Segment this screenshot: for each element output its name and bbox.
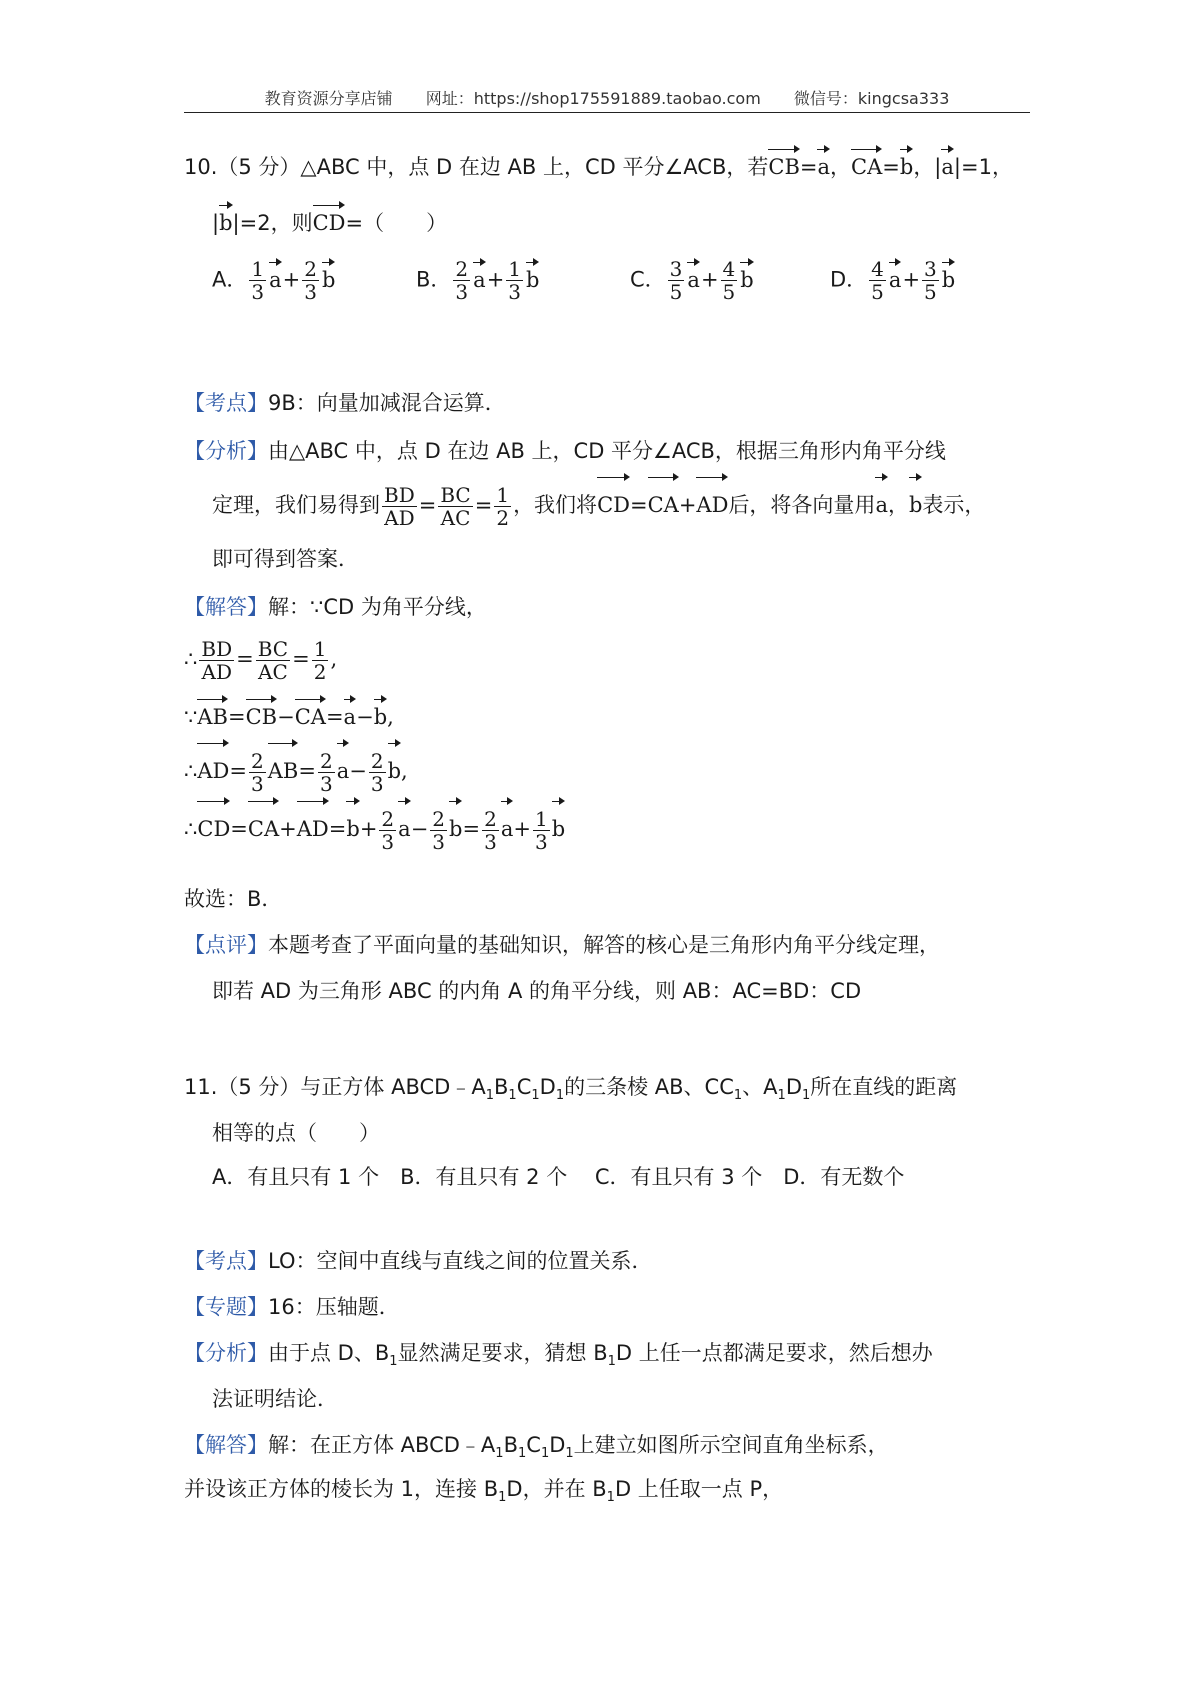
- q10-fenxi-line-3: 即可得到答案．: [212, 547, 359, 571]
- q10-jieda-step-1: ∴ $\frac{BD}{AD}$ = $\frac{BC}{AC}$ = $\frac{1}{2}$ ,: [184, 637, 338, 684]
- shop-name: 教育资源分享店铺: [264, 89, 393, 108]
- q10-stem-line-2: |b|=2，则CD=（ ）: [212, 208, 447, 238]
- q11-stem-line-1: 11.（5 分）与正方体 $ABCD﹣A_1B_1C_1D_1$的三条棱 AB、$CC_1$、$A_1D_1$所在直线的距离: [184, 1075, 958, 1104]
- page-header: [184, 86, 1030, 109]
- q11-options[interactable]: A．有且只有 1 个 B．有且只有 2 个 C．有且只有 3 个 D．有无数个: [212, 1165, 905, 1189]
- q10-jieda-line-1: 【解答】解：∵CD 为角平分线，: [184, 595, 487, 619]
- q10-dianping-line-2: 即若 AD 为三角形 ABC 的内角 A 的角平分线，则 AB：AC=BD：CD: [212, 979, 862, 1003]
- q10-option-b[interactable]: B． $\frac{2}{3}$ a+ $\frac{1}{3}$ b: [416, 257, 540, 304]
- q10-fenxi-line-2: 定理，我们易得到 $\frac{BD}{AD}$ = $\frac{BC}{AC}$ = $\frac{1}{2}$ ，我们将CD=CA+AD后，将各向量用a，b表示，: [212, 480, 985, 530]
- wechat-id: 微信号：kingcsa333: [793, 89, 950, 108]
- q11-fenxi-line-2: 法证明结论．: [212, 1387, 338, 1411]
- q10-fenxi-line-1: 【分析】由△ABC 中，点 D 在边 AB 上，CD 平分∠ACB，根据三角形内角平分线: [184, 439, 946, 463]
- q10-dianping-line-1: 【点评】本题考查了平面向量的基础知识，解答的核心是三角形内角平分线定理，: [184, 933, 940, 957]
- q11-jieda-line-1: 【解答】解：在正方体 $ABCD﹣A_1B_1C_1D_1$上建立如图所示空间直角坐标系，: [184, 1433, 889, 1462]
- header-divider: [184, 112, 1030, 113]
- q10-kaodian: 【考点】9B：向量加减混合运算．: [184, 391, 506, 415]
- q10-option-d[interactable]: D． $\frac{4}{5}$ a+ $\frac{3}{5}$ b: [830, 257, 956, 304]
- q10-jieda-step-4: ∴CD=CA+AD=b+ $\frac{2}{3}$ a− $\frac{2}{3}$ b= $\frac{2}{3}$ a+ $\frac{1}{3}$ b: [184, 804, 565, 854]
- q10-option-a[interactable]: A． $\frac{1}{3}$ a+ $\frac{2}{3}$ b: [212, 257, 336, 304]
- shop-url[interactable]: 网址：https://shop175591889.taobao.com: [425, 89, 761, 108]
- q11-stem-line-2: 相等的点（ ）: [212, 1121, 380, 1145]
- q10-option-c[interactable]: C． $\frac{3}{5}$ a+ $\frac{4}{5}$ b: [630, 257, 754, 304]
- q11-jieda-line-2: 并设该正方体的棱长为 1，连接 $B_1D$，并在 $B_1D$ 上任取一点 P，: [184, 1477, 784, 1506]
- q11-kaodian: 【考点】LO：空间中直线与直线之间的位置关系．: [184, 1249, 653, 1273]
- q11-zhuanti: 【专题】16：压轴题．: [184, 1295, 400, 1319]
- q10-jieda-step-2: ∵AB=CB−CA=a−b,: [184, 702, 394, 732]
- q11-fenxi-line-1: 【分析】由于点 D、$B_1$显然满足要求，猜想 $B_1D$ 上任一点都满足要求，然后想办: [184, 1341, 933, 1370]
- q10-jieda-step-3: ∴AD= $\frac{2}{3}$ AB= $\frac{2}{3}$ a− $\frac{2}{3}$ b,: [184, 746, 408, 796]
- q10-stem-line-1: 10.（5 分）△ABC 中，点 D 在边 AB 上，CD 平分∠ACB，若CB=a，CA=b，|a|=1，: [184, 152, 1013, 182]
- q10-guxuan: 故选：B．: [184, 887, 283, 911]
